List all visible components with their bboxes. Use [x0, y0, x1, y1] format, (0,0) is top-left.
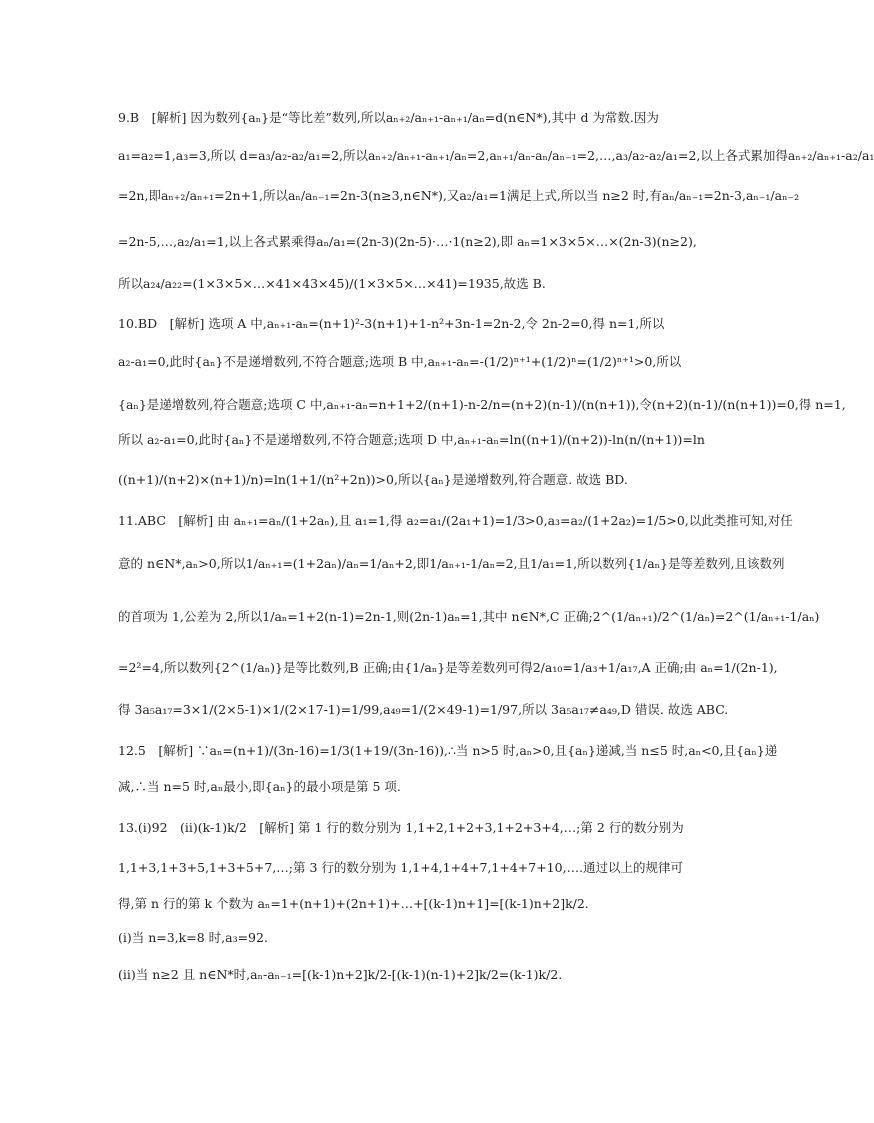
solution-13-line-2: 1,1+3,1+3+5,1+3+5+7,…;第 3 行的数分别为 1,1+4,1+4+7,1+4+7+10,….通过以上的规律可 [118, 860, 684, 875]
solution-13-line-3: 得,第 n 行的第 k 个数为 aₙ=1+(n+1)+(2n+1)+…+[(k-1)n+1]=[(k-1)n+2]k/2. [118, 896, 589, 911]
solution-10-line-2: a₂-a₁=0,此时{aₙ}不是递增数列,不符合题意;选项 B 中,aₙ₊₁-aₙ=-(1/2)ⁿ⁺¹+(1/2)ⁿ=(1/2)ⁿ⁺¹>0,所以 [118, 354, 682, 369]
solution-13-line-1: 13.(i)92 (ii)(k-1)k/2 [解析] 第 1 行的数分别为 1,1+2,1+2+3,1+2+3+4,…;第 2 行的数分别为 [118, 820, 684, 835]
solution-10-line-4: 所以 a₂-a₁=0,此时{aₙ}不是递增数列,不符合题意;选项 D 中,aₙ₊₁-aₙ=ln((n+1)/(n+2))-ln(n/(n+1))=ln [118, 432, 705, 447]
solution-11-line-4: =2²=4,所以数列{2^(1/aₙ)}是等比数列,B 正确;由{1/aₙ}是等差数列可得2/a₁₀=1/a₃+1/a₁₇,A 正确;由 aₙ=1/(2n-1), [118, 660, 778, 675]
solution-11-line-1: 11.ABC [解析] 由 aₙ₊₁=aₙ/(1+2aₙ),且 a₁=1,得 a₂=a₁/(2a₁+1)=1/3>0,a₃=a₂/(1+2a₂)=1/5>0,以此类推可知,对任 [118, 513, 793, 528]
solution-9-line-5: 所以a₂₄/a₂₂=(1×3×5×…×41×43×45)/(1×3×5×…×41)=1935,故选 B. [118, 276, 546, 291]
solution-13-line-4: (i)当 n=3,k=8 时,a₃=92. [118, 930, 268, 945]
solution-10-line-3: {aₙ}是递增数列,符合题意;选项 C 中,aₙ₊₁-aₙ=n+1+2/(n+1)-n-2/n=(n+2)(n-1)/(n(n+1)),令(n+2)(n-1)/(n(n+1))=0,得 n=1, [118, 397, 846, 412]
solution-9-line-3: =2n,即aₙ₊₂/aₙ₊₁=2n+1,所以aₙ/aₙ₋₁=2n-3(n≥3,n∈N*),又a₂/a₁=1满足上式,所以当 n≥2 时,有aₙ/aₙ₋₁=2n-3,aₙ₋₁/aₙ₋₂ [118, 188, 800, 203]
solution-11-line-5: 得 3a₅a₁₇=3×1/(2×5-1)×1/(2×17-1)=1/99,a₄₉=1/(2×49-1)=1/97,所以 3a₅a₁₇≠a₄₉,D 错误. 故选 ABC. [118, 702, 729, 717]
solution-13-line-5: (ii)当 n≥2 且 n∈N*时,aₙ-aₙ₋₁=[(k-1)n+2]k/2-[(k-1)(n-1)+2]k/2=(k-1)k/2. [118, 967, 563, 982]
solution-10-line-1: 10.BD [解析] 选项 A 中,aₙ₊₁-aₙ=(n+1)²-3(n+1)+1-n²+3n-1=2n-2,令 2n-2=0,得 n=1,所以 [118, 316, 665, 331]
solution-12-line-1: 12.5 [解析] ∵aₙ=(n+1)/(3n-16)=1/3(1+19/(3n-16)),∴当 n>5 时,aₙ>0,且{aₙ}递减,当 n≤5 时,aₙ<0,且{aₙ}递 [118, 743, 778, 758]
solution-11-line-2: 意的 n∈N*,aₙ>0,所以1/aₙ₊₁=(1+2aₙ)/aₙ=1/aₙ+2,即1/aₙ₊₁-1/aₙ=2,且1/a₁=1,所以数列{1/aₙ}是等差数列,且该数列 [118, 556, 785, 571]
solution-11-line-3: 的首项为 1,公差为 2,所以1/aₙ=1+2(n-1)=2n-1,则(2n-1)aₙ=1,其中 n∈N*,C 正确;2^(1/aₙ₊₁)/2^(1/aₙ)=2^(1/aₙ₊₁-1/aₙ) [118, 609, 820, 624]
solution-9-line-2: a₁=a₂=1,a₃=3,所以 d=a₃/a₂-a₂/a₁=2,所以aₙ₊₂/aₙ₊₁-aₙ₊₁/aₙ=2,aₙ₊₁/aₙ-aₙ/aₙ₋₁=2,…,a₃/a₂-a₂/a₁=2,以上各式累加得aₙ₊₂/aₙ₊₁-a₂/a₁ [118, 148, 874, 163]
solution-9-line-1: 9.B [解析] 因为数列{aₙ}是“等比差”数列,所以aₙ₊₂/aₙ₊₁-aₙ₊₁/aₙ=d(n∈N*),其中 d 为常数.因为 [118, 110, 659, 125]
solution-9-line-4: =2n-5,…,a₂/a₁=1,以上各式累乘得aₙ/a₁=(2n-3)(2n-5)·…·1(n≥2),即 aₙ=1×3×5×…×(2n-3)(n≥2), [118, 234, 697, 249]
solution-10-line-5: ((n+1)/(n+2)×(n+1)/n)=ln(1+1/(n²+2n))>0,所以{aₙ}是递增数列,符合题意. 故选 BD. [118, 472, 628, 487]
solution-12-line-2: 减,∴当 n=5 时,aₙ最小,即{aₙ}的最小项是第 5 项. [118, 779, 401, 794]
